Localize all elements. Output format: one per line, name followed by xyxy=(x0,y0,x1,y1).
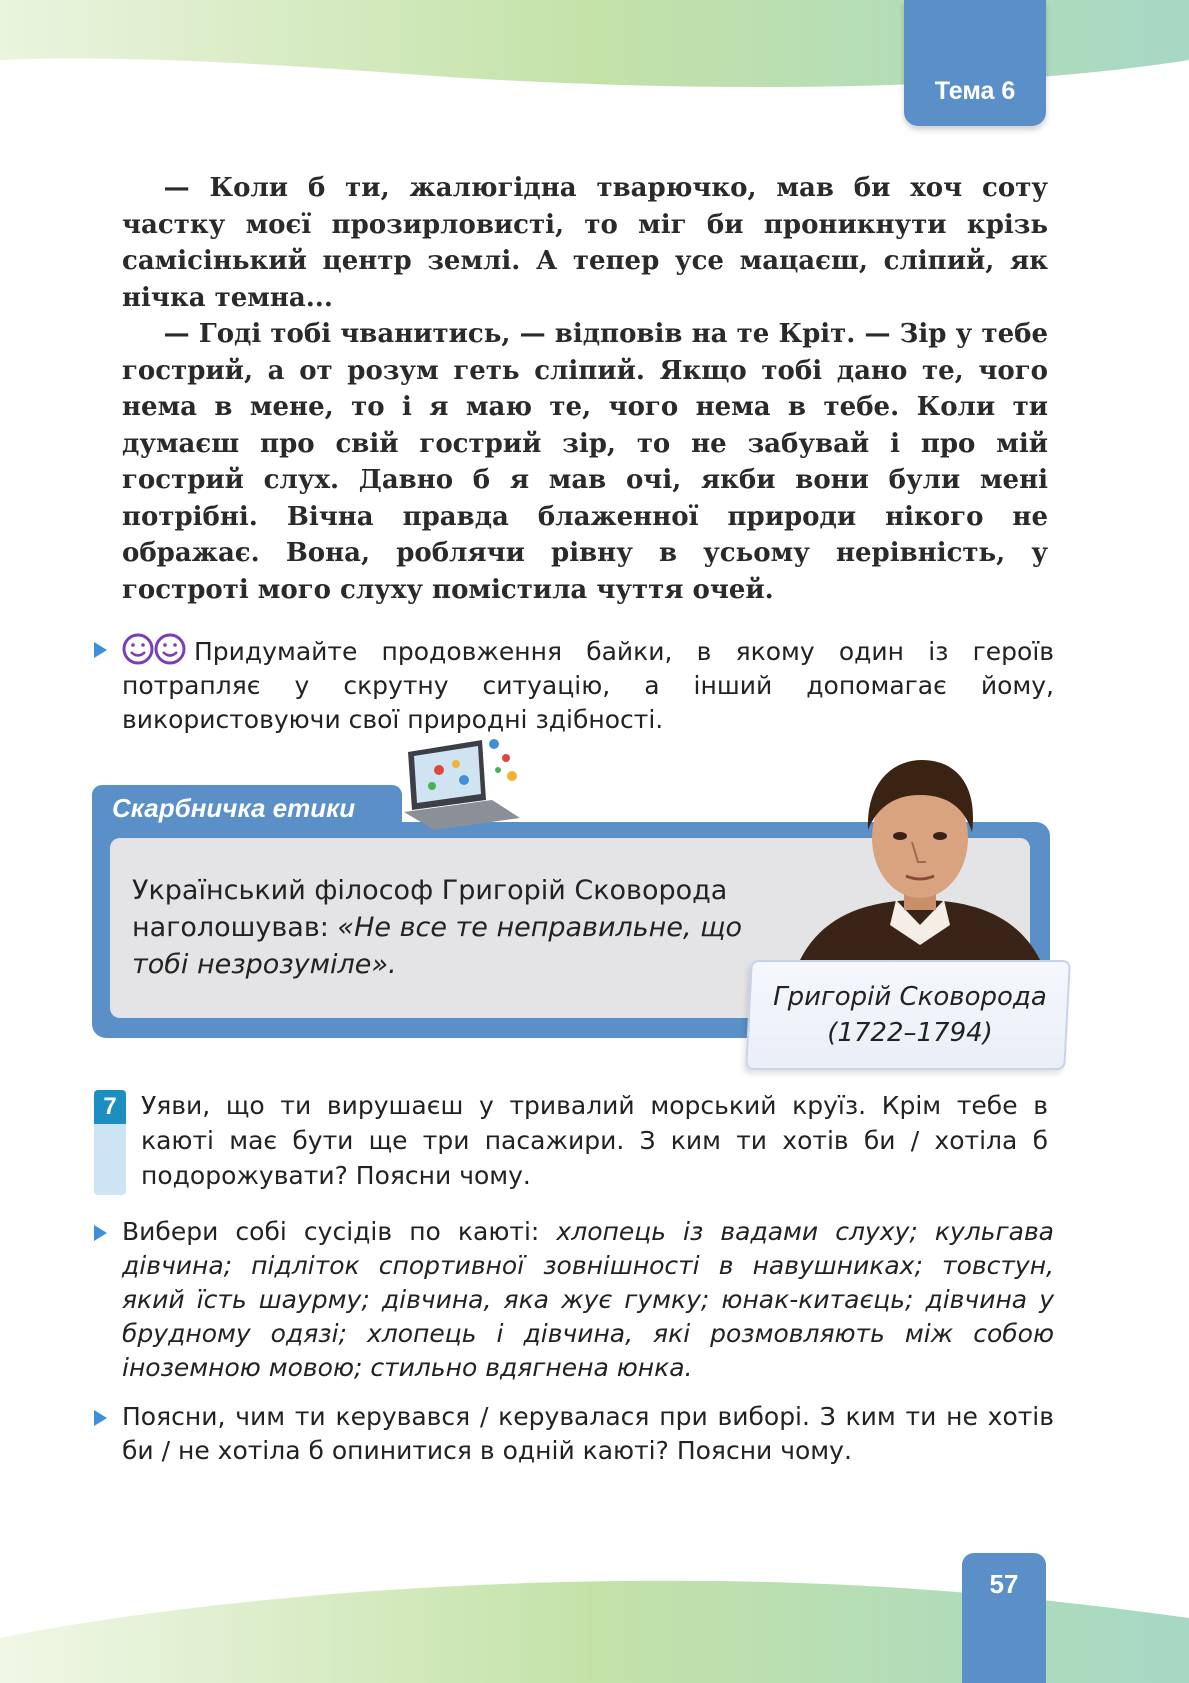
fable-text xyxy=(122,170,1048,608)
fable-paragraph: — Годі тобі чванитись, — відповів на те Кріт. — Зір у тебе гострий, а от розум геть сліпий. Якщо тобі дано те, чого нема в мене, то і я маю те, чого нема в тебе. Коли ти думаєш про свій гострий зір, то не забувай і про мій гострий слух. Давно б я мав очі, якби вони були мені потрібні. Вічна правда блаженної природи нікого не ображає. Вона, роблячи рівну в усьому нерівність, у гостроті мого слуху помістила чуття очей. xyxy=(122,319,1048,605)
bullet-arrow-icon xyxy=(94,1410,107,1426)
bullet-arrow-icon xyxy=(94,642,107,658)
laptop-icon xyxy=(394,730,534,830)
task-text: Поясни, чим ти керувався / керувалася при виборі. З ким ти не хотів би / не хотіла б опинитися в одній каюті? Поясни чому. xyxy=(122,1402,1054,1465)
fable-paragraph: — Коли б ти, жалюгідна тварючко, мав би хоч соту частку моєї прозирловисті, то міг би проникнути крізь самісінький центр землі. А тепер усе мацаєш, сліпий, як нічка темна... xyxy=(122,173,1048,313)
question-number: 7 xyxy=(94,1090,126,1124)
theme-tab xyxy=(904,0,1046,126)
task-choose-neighbours xyxy=(94,1215,1054,1385)
quote-end: . xyxy=(388,949,397,980)
portrait-years: (1722–1794) xyxy=(827,1018,993,1048)
skovoroda-portrait xyxy=(800,750,1040,960)
page-number: 57 xyxy=(989,1569,1019,1599)
task-text: Придумайте продовження байки, в якому один із героїв потрапляє у скрутну ситуацію, а інший допомагає йому, використовуючи свої природні здібності. xyxy=(122,637,1054,734)
pair-work-icon xyxy=(122,632,188,666)
quote-intro: Український філософ Григорій Сковорода наголошував: xyxy=(132,875,728,943)
quote-text: «Не все те неправильне, що тобі незрозуміле» xyxy=(132,912,743,980)
task-intro: Вибери собі сусідів по каюті: xyxy=(122,1217,557,1246)
page-number-tab xyxy=(962,1553,1046,1683)
portrait-name: Григорій Сковорода xyxy=(773,982,1047,1012)
portrait-caption-card xyxy=(745,960,1071,1070)
task-continue-fable xyxy=(94,632,1054,737)
ethics-quote xyxy=(132,872,772,983)
task-explain-choice xyxy=(94,1400,1054,1468)
neighbour-list: хлопець із вадами слуху; кульгава дівчина; підліток спортивної зовнішності в навушниках; товстун, який їсть шаурму; дівчина, яка жує гумку; юнак-китаєць; дівчина у брудному одязі; хлопець і дівчина, які розмовляють між собою іноземною мовою; стильно вдягнена юнка. xyxy=(122,1217,1054,1382)
theme-label: Тема 6 xyxy=(934,77,1016,105)
ethics-label: Скарбничка етики xyxy=(92,785,402,829)
bullet-arrow-icon xyxy=(94,1225,107,1241)
question-text: Уяви, що ти вирушаєш у тривалий морський круїз. Крім тебе в каюті має бути ще три пасажири. З ким ти хотів би / хотіла б подорожувати? Поясни чому. xyxy=(141,1091,1048,1190)
